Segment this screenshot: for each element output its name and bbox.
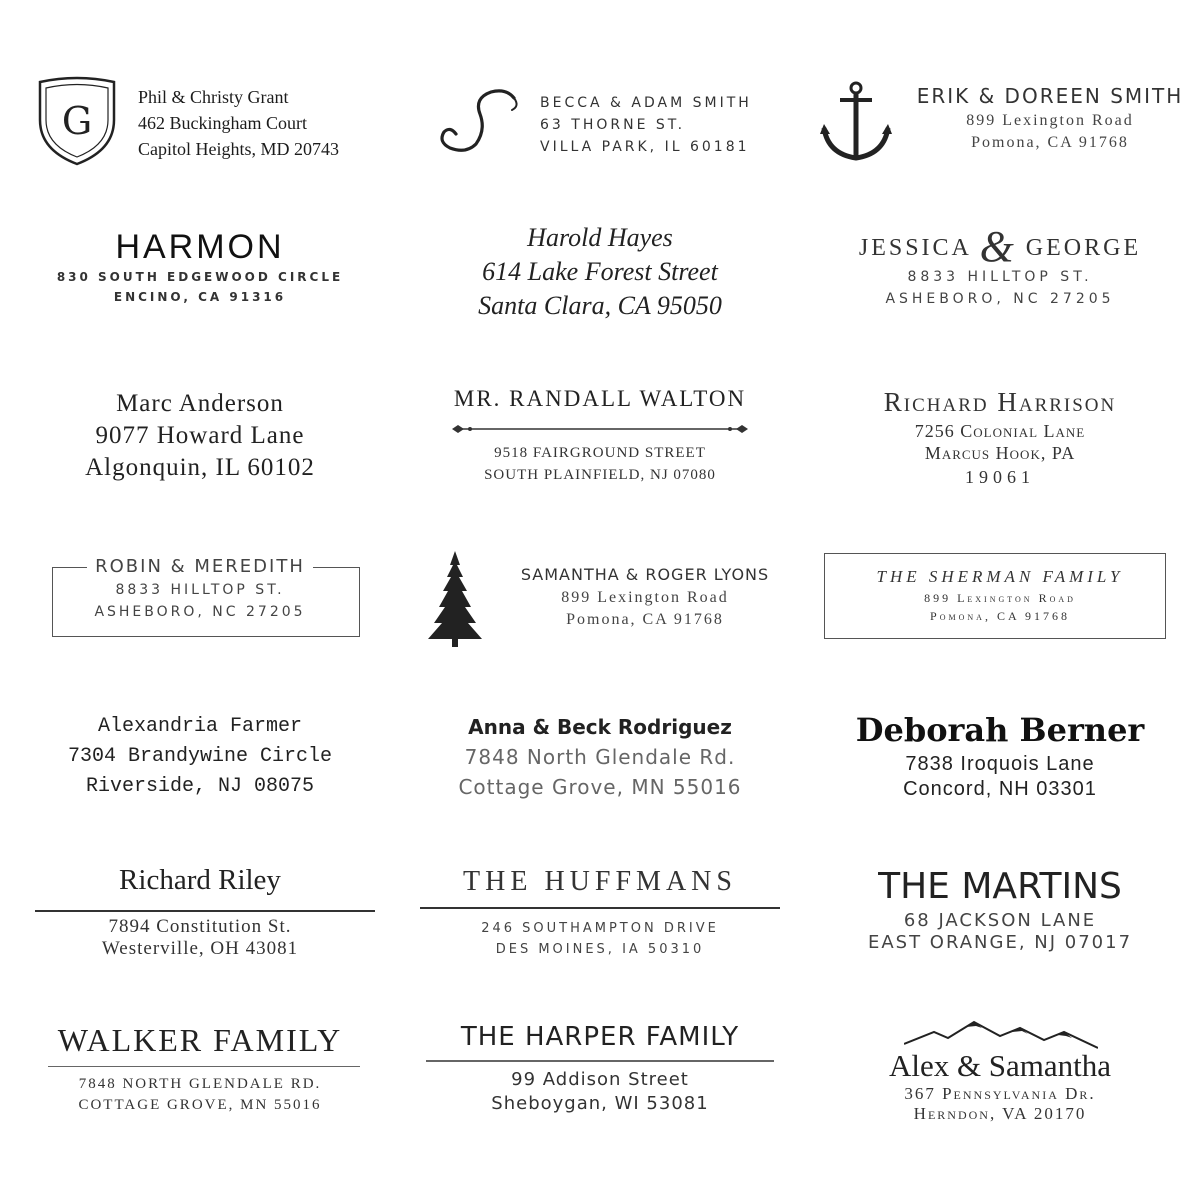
mountain-range-icon <box>904 1018 1098 1050</box>
address-line-2: Sheboygan, WI 53081 <box>491 1093 709 1114</box>
label-design-2 <box>400 60 800 215</box>
address-line-1: 7304 Brandywine Circle <box>67 745 333 768</box>
address-line-1: 99 Addison Street <box>511 1069 689 1090</box>
anchor-icon <box>820 80 892 162</box>
name-text: Richard Harrison <box>883 387 1117 417</box>
address-line-2: Capitol Heights, MD 20743 <box>138 139 339 159</box>
label-design-10 <box>0 545 400 700</box>
name-text: ROBIN & MEREDITH <box>87 556 313 577</box>
address-line-1: 367 Pennsylvania Dr. <box>904 1084 1096 1103</box>
name-text: Anna & Beck Rodriguez <box>468 715 732 739</box>
label-design-18 <box>800 860 1200 1015</box>
address-line-1: 899 Lexington Road <box>966 112 1134 129</box>
name-text: WALKER FAMILY <box>57 1022 343 1058</box>
address-line-1: 8833 HILLTOP ST. <box>907 269 1093 285</box>
address-line-1: 63 THORNE ST. <box>540 117 686 133</box>
address-line-2: SOUTH PLAINFIELD, NJ 07080 <box>484 467 716 483</box>
name-text: Alex & Samantha <box>888 1048 1112 1083</box>
label-design-17 <box>400 860 800 1015</box>
label-design-8 <box>400 380 800 535</box>
address-line-2: Cottage Grove, MN 55016 <box>458 775 742 799</box>
name-text: THE HUFFMANS <box>463 866 737 897</box>
address-line-2: DES MOINES, IA 50310 <box>495 942 705 957</box>
address-line-1: 7894 Constitution St. <box>108 916 292 937</box>
address-line-2: VILLA PARK, IL 60181 <box>540 139 750 155</box>
address-line-1: 9518 FAIRGROUND STREET <box>494 445 706 461</box>
address-line-1: 462 Buckingham Court <box>138 113 307 133</box>
address-line-1: 9077 Howard Lane <box>95 422 305 449</box>
name-text: ERIK & DOREEN SMITH <box>916 84 1184 108</box>
ampersand-ornament: & <box>979 222 1017 271</box>
label-design-16 <box>0 860 400 1015</box>
address-line-2: EAST ORANGE, NJ 07017 <box>867 932 1133 953</box>
label-design-3 <box>800 60 1200 215</box>
label-design-15 <box>800 708 1200 863</box>
address-line-2: Herndon, VA 20170 <box>913 1104 1087 1123</box>
name-text: HARMON <box>115 228 285 266</box>
name-text: THE SHERMAN FAMILY <box>876 567 1124 586</box>
name-text: SAMANTHA & ROGER LYONS <box>520 565 770 584</box>
name-text: Harold Hayes <box>527 223 673 252</box>
label-design-21 <box>800 1018 1200 1173</box>
name-text: Deborah Berner <box>855 711 1145 749</box>
shield-monogram-icon <box>36 76 118 168</box>
address-line-1: 899 Lexington Road <box>924 591 1076 605</box>
divider-line <box>426 1060 774 1062</box>
name-text: Richard Riley <box>119 864 281 896</box>
first-name-text: JESSICA <box>858 235 971 261</box>
address-line-2: Santa Clara, CA 95050 <box>478 291 722 320</box>
name-text: Marc Anderson <box>116 390 284 417</box>
address-line-1: 7256 Colonial Lane <box>914 421 1086 441</box>
address-line-2: Concord, NH 03301 <box>903 778 1097 800</box>
address-line-1: 7848 NORTH GLENDALE RD. <box>78 1076 322 1092</box>
name-text: THE MARTINS <box>878 866 1122 907</box>
script-s-monogram-icon <box>436 86 526 156</box>
label-design-19 <box>0 1018 400 1173</box>
divider-line <box>420 907 780 909</box>
name-text: Alexandria Farmer <box>97 715 303 738</box>
divider-line <box>48 1066 360 1067</box>
divider-line <box>35 910 375 912</box>
address-line-1: 7848 North Glendale Rd. <box>464 745 736 769</box>
address-line-2: Pomona, CA 91768 <box>930 609 1070 623</box>
monogram-letter: G <box>61 99 93 143</box>
address-line-1: 68 JACKSON LANE <box>903 910 1097 931</box>
address-line-2: Pomona, CA 91768 <box>566 611 724 628</box>
address-line-1: 7838 Iroquois Lane <box>905 753 1095 775</box>
label-design-11 <box>400 545 800 700</box>
label-design-9 <box>800 380 1200 535</box>
address-line-1: 899 Lexington Road <box>561 589 729 606</box>
address-line-2: ASHEBORO, NC 27205 <box>94 604 306 620</box>
name-text: THE HARPER FAMILY <box>460 1022 740 1052</box>
address-line-1: 614 Lake Forest Street <box>482 257 718 286</box>
address-line-1: 830 SOUTH EDGEWOOD CIRCLE <box>56 270 344 284</box>
label-design-7 <box>0 380 400 535</box>
label-design-14 <box>400 708 800 863</box>
address-line-2: ASHEBORO, NC 27205 <box>885 291 1115 307</box>
label-design-4 <box>0 215 400 370</box>
label-design-20 <box>400 1018 800 1173</box>
arrow-divider-icon <box>452 422 748 436</box>
address-line-1: 246 SOUTHAMPTON DRIVE <box>481 921 719 936</box>
address-line-2: COTTAGE GROVE, MN 55016 <box>78 1097 322 1113</box>
address-line-2: Algonquin, IL 60102 <box>85 454 315 481</box>
name-text: BECCA & ADAM SMITH <box>540 95 752 111</box>
address-line-2: Westerville, OH 43081 <box>101 938 299 959</box>
name-text: MR. RANDALL WALTON <box>453 386 747 411</box>
address-line-1: 8833 HILLTOP ST. <box>115 582 285 598</box>
name-text: Phil & Christy Grant <box>138 87 289 107</box>
label-design-1 <box>0 60 400 215</box>
address-line-2: Marcus Hook, PA <box>924 443 1076 463</box>
address-line-2: Riverside, NJ 08075 <box>85 775 315 798</box>
address-line-2: ENCINO, CA 91316 <box>113 290 287 304</box>
address-line-3: 19061 <box>965 467 1035 487</box>
second-name-text: GEORGE <box>1025 235 1142 261</box>
pine-tree-icon <box>426 549 484 649</box>
address-line-2: Pomona, CA 91768 <box>971 134 1129 151</box>
label-design-12 <box>800 545 1200 700</box>
label-design-13 <box>0 708 400 863</box>
label-design-6 <box>800 215 1200 370</box>
label-design-5 <box>400 215 800 370</box>
